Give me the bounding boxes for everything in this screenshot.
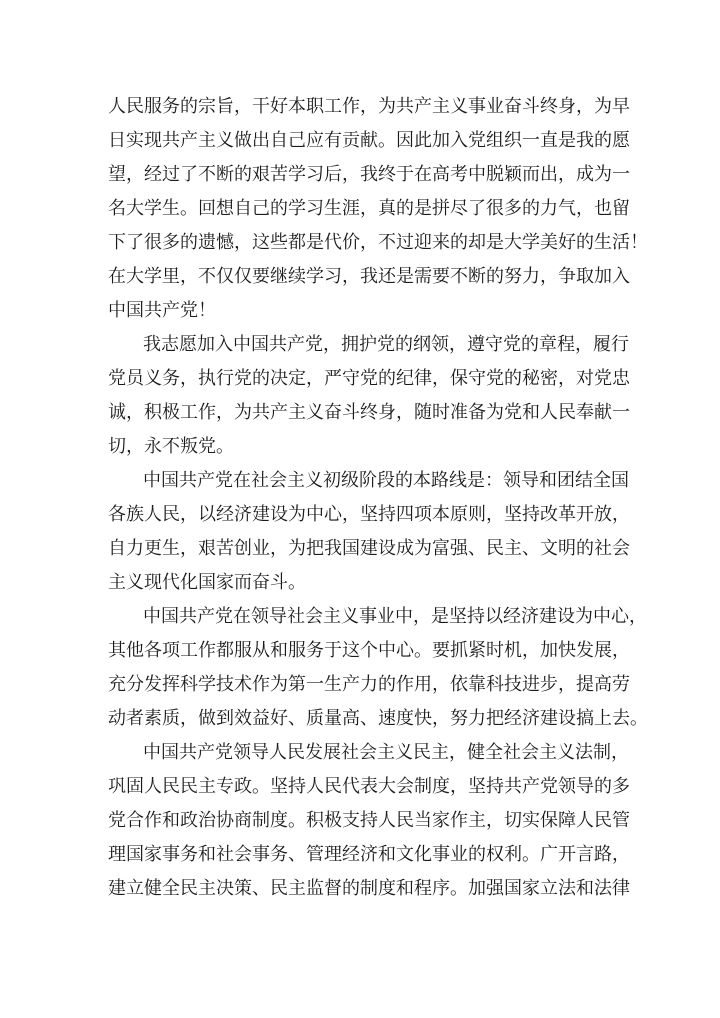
text-line: 党员义务，执行党的决定，严守党的纪律，保守党的秘密，对党忠: [108, 368, 630, 389]
text-line: 自力更生，艰苦创业，为把我国建设成为富强、民主、文明的社会: [108, 538, 630, 559]
text-line: 其他各项工作都服从和服务于这个中心。要抓紧时机，加快发展，: [108, 640, 630, 661]
text-line: 理国家事务和社会事务、管理经济和文化事业的权利。广开言路，: [108, 844, 630, 865]
text-line: 建立健全民主决策、民主监督的制度和程序。加强国家立法和法律: [108, 878, 630, 899]
paragraph-first-line: 中国共产党在社会主义初级阶段的本路线是：领导和团结全国: [143, 470, 629, 491]
text-line: 下了很多的遗憾，这些都是代价，不过迎来的却是大学美好的生活！: [108, 232, 648, 253]
text-line: 诚，积极工作，为共产主义奋斗终身，随时准备为党和人民奉献一: [108, 402, 630, 423]
text-line: 动者素质，做到效益好、质量高、速度快，努力把经济建设搞上去。: [108, 708, 648, 729]
text-line: 切，永不叛党。: [108, 436, 234, 457]
paragraph-first-line: 我志愿加入中国共产党，拥护党的纲领，遵守党的章程，履行: [143, 334, 629, 355]
text-line: 日实现共产主义做出自己应有贡献。因此加入党组织一直是我的愿: [108, 130, 630, 151]
text-line: 人民服务的宗旨，干好本职工作，为共产主义事业奋斗终身，为早: [108, 96, 630, 117]
text-line: 巩固人民民主专政。坚持人民代表大会制度，坚持共产党领导的多: [108, 776, 630, 797]
text-line: 党合作和政治协商制度。积极支持人民当家作主，切实保障人民管: [108, 810, 630, 831]
text-line: 各族人民，以经济建设为中心，坚持四项本原则，坚持改革开放，: [108, 504, 630, 525]
text-line: 在大学里，不仅仅要继续学习，我还是需要不断的努力，争取加入: [108, 266, 630, 287]
text-line: 充分发挥科学技术作为第一生产力的作用，依靠科技进步，提高劳: [108, 674, 630, 695]
text-line: 名大学生。回想自己的学习生涯，真的是拼尽了很多的力气，也留: [108, 198, 630, 219]
paragraph-first-line: 中国共产党领导人民发展社会主义民主，健全社会主义法制，: [143, 742, 629, 763]
text-line: 主义现代化国家而奋斗。: [108, 572, 306, 593]
text-line: 中国共产党！: [108, 300, 216, 321]
paragraph-first-line: 中国共产党在领导社会主义事业中，是坚持以经济建设为中心，: [143, 606, 647, 627]
text-line: 望，经过了不断的艰苦学习后，我终于在高考中脱颖而出，成为一: [108, 164, 630, 185]
